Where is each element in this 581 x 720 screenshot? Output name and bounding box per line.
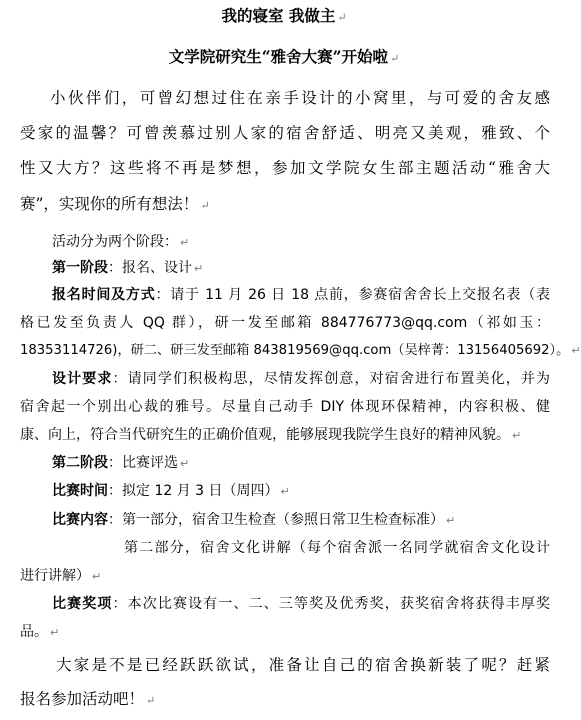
awards-text-1: ：本次比赛设有一、二、三等奖及优秀奖，获奖宿舍将获得丰厚奖 — [112, 596, 550, 612]
paragraph-mark-icon: ↵ — [571, 344, 581, 357]
match-content-text-2: 第二部分，宿舍文化讲解（每个宿舍派一名同学就宿舍文化设计 — [124, 540, 550, 556]
stage2-text: ：比赛评选 — [108, 455, 178, 471]
intro-text-4: 赛”，实现你的所有想法！ — [20, 195, 199, 213]
closing-text-2: 报名参加活动吧！ — [20, 690, 145, 708]
match-content-line-2 — [124, 538, 550, 558]
design-label: 设计要求 — [52, 371, 113, 387]
intro-line-3 — [20, 158, 550, 178]
match-time-label: 比赛时间 — [52, 483, 108, 499]
stage2-label: 第二阶段 — [52, 455, 108, 471]
stage2-line — [52, 453, 189, 474]
stage1-text: ：报名、设计 — [108, 260, 192, 276]
paragraph-mark-icon: ↵ — [194, 262, 204, 275]
match-time-text: ：拟定 12 月 3 日（周四） — [108, 483, 279, 499]
awards-line-1 — [52, 594, 550, 614]
phases-intro-text: 活动分为两个阶段： — [52, 234, 178, 250]
signup-text-2: 格已发至负责人 QQ 群），研一发至邮箱 884776773@qq.com（祁如玉： — [20, 315, 550, 331]
paragraph-mark-icon: ↵ — [200, 199, 210, 212]
awards-text-2: 品。 — [20, 624, 48, 640]
closing-text-1: 大家是不是已经跃跃欲试，准备让自己的宿舍换新装了呢？赶紧 — [56, 656, 550, 674]
intro-line-1 — [50, 88, 550, 108]
match-time-line — [52, 481, 290, 502]
paragraph-mark-icon: ↵ — [180, 236, 190, 249]
stage1-line — [52, 258, 203, 279]
title-line-2 — [0, 47, 568, 69]
design-line-2 — [20, 397, 550, 417]
match-content-label: 比赛内容 — [52, 512, 108, 528]
match-content-text-3: 进行讲解） — [20, 568, 90, 584]
intro-text-1: 小伙伴们，可曾幻想过住在亲手设计的小窝里，与可爱的舍友感 — [50, 89, 550, 107]
paragraph-mark-icon: ↵ — [280, 485, 290, 498]
paragraph-mark-icon: ↵ — [50, 626, 60, 639]
match-content-text-1: ：第一部分，宿舍卫生检查（参照日常卫生检查标准） — [108, 512, 444, 528]
intro-line-4 — [20, 194, 210, 216]
title-line-1 — [0, 6, 568, 28]
signup-text-1: ：请于 11 月 26 日 18 点前，参赛宿舍舍长上交报名表（表 — [155, 287, 550, 303]
intro-text-3: 性又大方？这些将不再是梦想，参加文学院女生部主题活动“雅舍大 — [20, 159, 550, 177]
paragraph-mark-icon: ↵ — [146, 694, 156, 707]
design-line-1 — [52, 369, 550, 389]
paragraph-mark-icon: ↵ — [180, 457, 190, 470]
stage1-label: 第一阶段 — [52, 260, 108, 276]
paragraph-mark-icon: ↵ — [512, 429, 522, 442]
paragraph-mark-icon: ↵ — [92, 570, 102, 583]
paragraph-mark-icon: ↵ — [446, 514, 456, 527]
signup-line-3 — [20, 341, 581, 361]
intro-text-2: 受家的温馨？可曾羡慕过别人家的宿舍舒适、明亮又美观，雅致、个 — [20, 124, 550, 142]
paragraph-mark-icon: ↵ — [337, 11, 347, 24]
signup-label: 报名时间及方式 — [52, 287, 156, 303]
closing-line-1 — [56, 655, 550, 675]
design-text-1: ：请同学们积极构思，尽情发挥创意，对宿舍进行布置美化，并为 — [112, 371, 550, 387]
title-text-2: 文学院研究生“雅舍大赛”开始啦 — [168, 47, 389, 66]
intro-line-2 — [20, 123, 550, 143]
closing-line-2 — [20, 689, 155, 711]
title-text-1: 我的寝室 我做主 — [221, 6, 336, 25]
signup-text-3: 18353114726)，研二、研三发至邮箱 843819569@qq.com（吴梓菁：13156405692）。 — [20, 343, 570, 358]
design-text-3: 康、向上，符合当代研究生的正确价值观，能够展现我院学生良好的精神风貌。 — [20, 427, 510, 443]
signup-line-2 — [20, 313, 550, 333]
phases-intro-line — [52, 232, 189, 253]
paragraph-mark-icon: ↵ — [390, 52, 400, 65]
awards-line-2 — [20, 622, 59, 643]
match-content-line-3 — [20, 566, 101, 587]
design-line-3 — [20, 425, 521, 446]
awards-label: 比赛奖项 — [52, 596, 113, 612]
match-content-line-1 — [52, 510, 455, 531]
signup-line-1 — [52, 285, 550, 305]
design-text-2: 宿舍起一个别出心裁的雅号。尽量自己动手 DIY 体现环保精神，内容积极、健 — [20, 399, 550, 415]
